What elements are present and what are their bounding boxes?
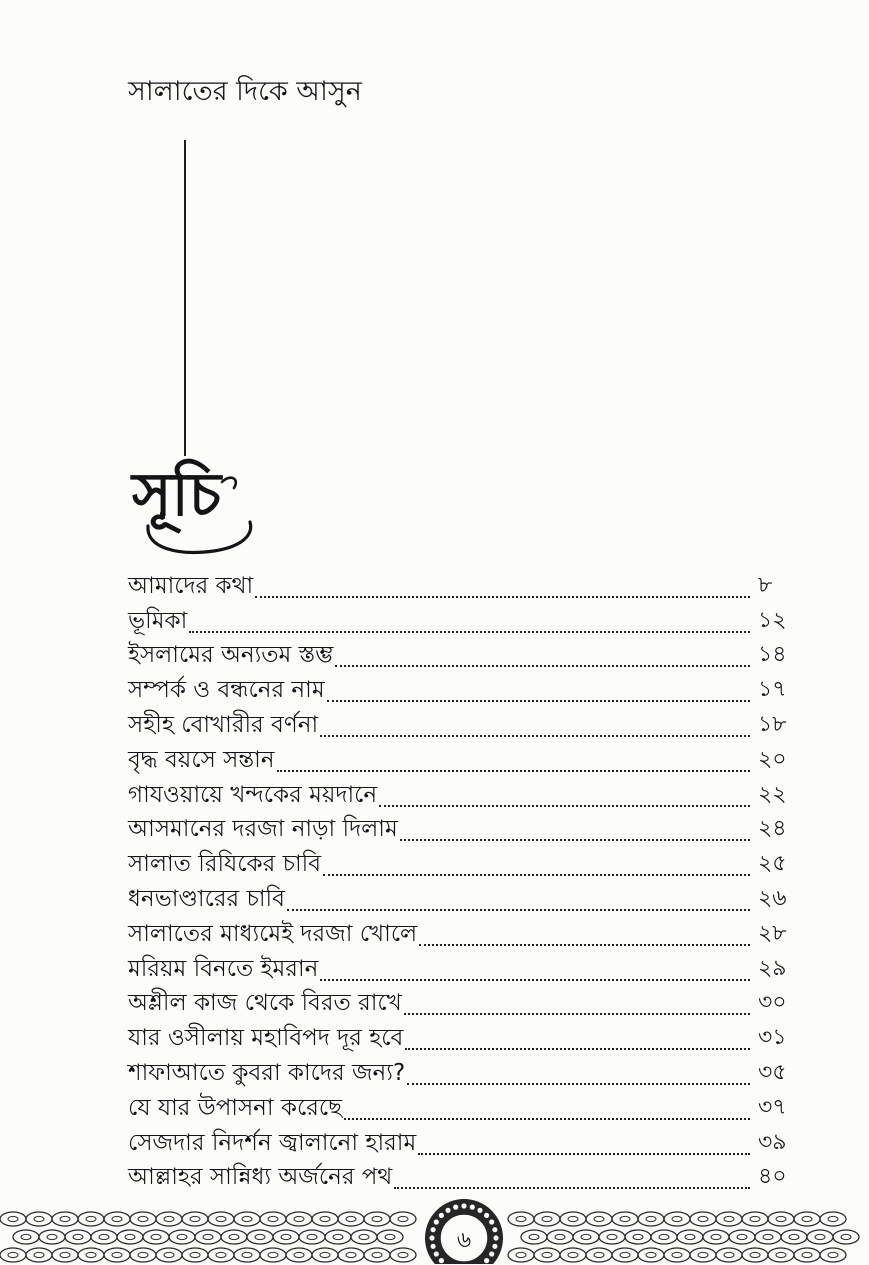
ornament-motif — [508, 1248, 534, 1262]
dotted-leader — [344, 1118, 750, 1120]
ornament-motif — [286, 1248, 312, 1262]
ornament-motif — [307, 1234, 317, 1239]
toc-entry-title: আমাদের কথা — [128, 572, 254, 599]
ornament-motif — [724, 1216, 734, 1221]
ornament-motif — [794, 1248, 820, 1262]
ornament-motif — [78, 1212, 104, 1226]
ornament-motif — [638, 1248, 664, 1262]
ornamental-footer — [0, 1198, 869, 1265]
toc-page-number: ২০ — [758, 746, 787, 772]
ornament-motif — [190, 1216, 200, 1221]
toc-entry-title: সম্পর্ক ও বন্ধনের নাম — [128, 677, 325, 704]
ornament-motif — [802, 1252, 812, 1257]
page-number-medallion — [425, 1199, 503, 1264]
ornament-motif — [255, 1234, 265, 1239]
ornament-motif — [346, 1252, 356, 1257]
medallion-dot — [489, 1251, 494, 1256]
ornament-motif — [312, 1248, 338, 1262]
ornament-motif — [320, 1252, 330, 1257]
toc-entry-title: বৃদ্ধ বয়সে সন্তান — [128, 746, 275, 773]
ornament-motif — [638, 1212, 664, 1226]
toc-page-number: ৩১ — [758, 1025, 787, 1051]
ornament-motif — [586, 1212, 612, 1226]
ornament-motif — [776, 1252, 786, 1257]
ornament-motif — [234, 1212, 260, 1226]
ornament-motif — [690, 1212, 716, 1226]
ornament-motif — [52, 1248, 78, 1262]
ornament-motif — [716, 1212, 742, 1226]
ornament-motif — [112, 1252, 122, 1257]
ornament-motif — [104, 1212, 130, 1226]
ornament-motif — [320, 1216, 330, 1221]
ornament-motif — [0, 1248, 26, 1262]
toc-page-number: ৪০ — [758, 1164, 787, 1190]
toc-title: সূচি — [132, 460, 222, 530]
medallion-dot — [434, 1251, 439, 1256]
ornament-motif — [620, 1252, 630, 1257]
ornament-motif — [216, 1216, 226, 1221]
ornament-motif — [164, 1216, 174, 1221]
ornament-motif — [664, 1212, 690, 1226]
ornament-motif — [560, 1248, 586, 1262]
ornament-motif — [221, 1230, 247, 1244]
toc-entry — [128, 1053, 808, 1088]
ornament-motif — [534, 1212, 560, 1226]
toc-page-number: ৩০ — [758, 990, 787, 1016]
ornament-motif — [594, 1216, 604, 1221]
ornament-motif — [841, 1234, 851, 1239]
toc-entry — [128, 566, 808, 601]
dotted-leader — [407, 1083, 750, 1085]
dotted-leader — [327, 700, 750, 702]
ornament-motif — [52, 1212, 78, 1226]
ornament-motif — [60, 1252, 70, 1257]
ornament-motif — [516, 1252, 526, 1257]
ornament-motif — [828, 1216, 838, 1221]
toc-entry — [128, 984, 808, 1019]
ornament-motif — [828, 1252, 838, 1257]
ornament-motif — [351, 1230, 377, 1244]
toc-entry-title: ভূমিকা — [128, 607, 188, 634]
ornament-motif — [268, 1252, 278, 1257]
medallion-dot — [492, 1227, 497, 1232]
ornament-motif — [34, 1216, 44, 1221]
ornament-motif — [542, 1216, 552, 1221]
ornament-motif — [312, 1212, 338, 1226]
medallion-dot — [489, 1219, 494, 1224]
ornament-motif — [625, 1230, 651, 1244]
ornament-motif — [151, 1234, 161, 1239]
ornament-motif — [398, 1216, 408, 1221]
ornament-motif — [208, 1248, 234, 1262]
ornament-motif — [182, 1212, 208, 1226]
ornament-motif — [672, 1252, 682, 1257]
ornament-motif — [372, 1252, 382, 1257]
ornament-motif — [599, 1230, 625, 1244]
ornament-motif — [26, 1248, 52, 1262]
toc-page-number: ২৪ — [758, 816, 787, 842]
ornament-motif — [177, 1234, 187, 1239]
ornament-motif — [364, 1212, 390, 1226]
toc-entry-title: সালাত রিযিকের চাবি — [128, 851, 322, 878]
dotted-leader — [335, 665, 750, 667]
ornament-motif — [26, 1212, 52, 1226]
toc-entry — [128, 810, 808, 845]
ornament-motif — [346, 1216, 356, 1221]
dotted-leader — [320, 735, 750, 737]
ornament-motif — [338, 1248, 364, 1262]
dotted-leader — [189, 631, 750, 633]
ornament-motif — [8, 1216, 18, 1221]
toc-entry — [128, 705, 808, 740]
ornament-motif — [698, 1252, 708, 1257]
ornament-motif — [91, 1230, 117, 1244]
ornament-motif — [203, 1234, 213, 1239]
ornament-motif — [286, 1212, 312, 1226]
ornament-motif — [390, 1248, 416, 1262]
ornament-motif — [73, 1234, 83, 1239]
dotted-leader — [394, 1187, 750, 1189]
toc-entry-title: সহীহ বোখারীর বর্ণনা — [128, 711, 319, 738]
ornament-motif — [333, 1234, 343, 1239]
toc-page-number: ২৮ — [758, 920, 787, 946]
dotted-leader — [323, 874, 750, 876]
ornament-motif — [646, 1216, 656, 1221]
ornament-motif — [521, 1230, 547, 1244]
toc-entry-title: সেজদার নিদর্শন জ্বালানো হারাম — [128, 1129, 417, 1156]
decorative-vertical-line — [184, 140, 186, 456]
ornament-motif — [130, 1248, 156, 1262]
ornament-motif — [833, 1230, 859, 1244]
ornament-motif — [182, 1248, 208, 1262]
ornament-motif — [763, 1234, 773, 1239]
toc-page-number: ১৮ — [758, 711, 787, 737]
toc-entry — [128, 601, 808, 636]
toc-entry-title: অশ্লীল কাজ থেকে বিরত রাখে — [128, 990, 402, 1017]
medallion-dot — [445, 1208, 450, 1213]
ornament-motif — [125, 1234, 135, 1239]
dotted-leader — [418, 1153, 750, 1155]
ornament-motif — [555, 1234, 565, 1239]
ornament-motif — [581, 1234, 591, 1239]
ornament-motif — [130, 1212, 156, 1226]
ornament-motif — [34, 1252, 44, 1257]
ornament-motif — [547, 1230, 573, 1244]
ornament-motif — [542, 1252, 552, 1257]
toc-entry — [128, 914, 808, 949]
dotted-leader — [400, 839, 750, 841]
medallion-dot — [493, 1235, 498, 1240]
medallion-dot — [470, 1205, 475, 1210]
toc-entry — [128, 1158, 808, 1193]
ornament-motif — [112, 1216, 122, 1221]
medallion-dot — [429, 1235, 434, 1240]
ornament-motif — [338, 1212, 364, 1226]
ornament-motif — [672, 1216, 682, 1221]
ornament-motif — [47, 1234, 57, 1239]
ornament-motif — [742, 1248, 768, 1262]
ornament-motif — [612, 1248, 638, 1262]
ornament-motif — [685, 1234, 695, 1239]
ornament-motif — [208, 1212, 234, 1226]
ornament-motif — [633, 1234, 643, 1239]
ornament-motif — [594, 1252, 604, 1257]
toc-entry — [128, 670, 808, 705]
ornament-motif — [802, 1216, 812, 1221]
ornament-motif — [216, 1252, 226, 1257]
ornament-motif — [86, 1216, 96, 1221]
ornament-motif — [169, 1230, 195, 1244]
ornament-motif — [60, 1216, 70, 1221]
toc-page-number: ২৬ — [758, 885, 787, 911]
ornament-motif — [190, 1252, 200, 1257]
medallion-dot — [492, 1244, 497, 1249]
medallion-dot — [477, 1208, 482, 1213]
ornament-motif — [729, 1230, 755, 1244]
ornament-motif — [398, 1252, 408, 1257]
toc-entry-title: যার ওসীলায় মহাবিপদ দূর হবে — [128, 1025, 404, 1052]
ornament-motif — [612, 1212, 638, 1226]
toc-page-number: ২৫ — [758, 851, 787, 877]
medallion-dot — [453, 1205, 458, 1210]
dotted-leader — [404, 1013, 750, 1015]
ornament-motif — [138, 1216, 148, 1221]
medallion-dot — [439, 1258, 444, 1263]
ornament-motif — [385, 1234, 395, 1239]
toc-entry — [128, 1123, 808, 1158]
dotted-leader — [379, 805, 750, 807]
ornament-motif — [281, 1234, 291, 1239]
ornament-motif — [737, 1234, 747, 1239]
ornament-motif — [534, 1248, 560, 1262]
ornament-motif — [755, 1230, 781, 1244]
medallion-dot — [461, 1203, 466, 1208]
ornament-motif — [104, 1248, 130, 1262]
ornament-motif — [568, 1252, 578, 1257]
ornament-motif — [164, 1252, 174, 1257]
ornament-motif — [698, 1216, 708, 1221]
ornament-motif — [195, 1230, 221, 1244]
toc-page-number: ২৯ — [758, 955, 787, 981]
ornament-motif — [768, 1248, 794, 1262]
toc-entry-title: সালাতের মাধ্যমেই দরজা খোলে — [128, 920, 418, 947]
ornament-motif — [568, 1216, 578, 1221]
ornament-motif — [156, 1212, 182, 1226]
table-of-contents — [128, 566, 808, 1192]
page-number: ৬ — [456, 1228, 472, 1253]
ornament-motif — [99, 1234, 109, 1239]
ornament-motif — [65, 1230, 91, 1244]
ornament-motif — [794, 1212, 820, 1226]
dotted-leader — [419, 944, 750, 946]
ornament-motif — [586, 1248, 612, 1262]
ornament-motif — [529, 1234, 539, 1239]
toc-entry — [128, 1088, 808, 1123]
medallion-dot — [484, 1258, 489, 1263]
running-header: সালাতের দিকে আসুন — [128, 76, 362, 107]
toc-entry-title: গাযওয়ায়ে খন্দকের ময়দানে — [128, 781, 378, 808]
ornament-motif — [607, 1234, 617, 1239]
ornament-motif — [21, 1234, 31, 1239]
toc-page-number: ১৪ — [758, 642, 787, 668]
ornament-motif — [807, 1230, 833, 1244]
ornament-motif — [677, 1230, 703, 1244]
ornament-motif — [156, 1248, 182, 1262]
ornament-motif — [372, 1216, 382, 1221]
medallion-dot — [434, 1219, 439, 1224]
ornament-motif — [234, 1248, 260, 1262]
toc-page-number: ৩৫ — [758, 1059, 787, 1085]
medallion-dot — [431, 1244, 436, 1249]
toc-page-number: ৩৯ — [758, 1129, 787, 1155]
ornament-motif — [820, 1212, 846, 1226]
ornament-motif — [260, 1212, 286, 1226]
ornament-motif — [620, 1216, 630, 1221]
ornament-motif — [742, 1212, 768, 1226]
ornament-motif — [651, 1230, 677, 1244]
toc-page-number: ৩৭ — [758, 1094, 787, 1120]
toc-page-number: ১৭ — [758, 677, 787, 703]
ornament-motif — [750, 1216, 760, 1221]
ornament-motif — [8, 1252, 18, 1257]
ornament-motif — [768, 1212, 794, 1226]
ornament-motif — [364, 1248, 390, 1262]
medallion-dot — [431, 1227, 436, 1232]
dotted-leader — [405, 1048, 750, 1050]
ornament-motif — [294, 1252, 304, 1257]
ornament-motif — [13, 1230, 39, 1244]
toc-entry-title: যে যার উপাসনা করেছে — [128, 1094, 343, 1121]
ornament-motif — [143, 1230, 169, 1244]
dotted-leader — [320, 979, 750, 981]
ornament-motif — [86, 1252, 96, 1257]
ornament-motif — [664, 1248, 690, 1262]
ornament-motif — [359, 1234, 369, 1239]
ornament-motif — [117, 1230, 143, 1244]
ornament-motif — [781, 1230, 807, 1244]
toc-title-block — [126, 452, 266, 562]
toc-entry-title: ধনভাণ্ডারের চাবি — [128, 885, 285, 912]
toc-page-number: ১২ — [758, 607, 787, 633]
ornament-motif — [659, 1234, 669, 1239]
ornament-motif — [516, 1216, 526, 1221]
ornament-motif — [508, 1212, 534, 1226]
toc-page-number: ২২ — [758, 781, 787, 807]
ornament-motif — [716, 1248, 742, 1262]
toc-entry-title: শাফাআতে কুবরা কাদের জন্য? — [128, 1059, 406, 1086]
toc-entry — [128, 775, 808, 810]
ornament-motif — [711, 1234, 721, 1239]
toc-entry — [128, 740, 808, 775]
ornament-motif — [815, 1234, 825, 1239]
ornament-motif — [703, 1230, 729, 1244]
ornament-motif — [78, 1248, 104, 1262]
ornament-motif — [377, 1230, 403, 1244]
dotted-leader — [277, 770, 750, 772]
ornament-motif — [247, 1230, 273, 1244]
toc-entry — [128, 949, 808, 984]
ornament-motif — [268, 1216, 278, 1221]
ornament-motif — [299, 1230, 325, 1244]
toc-entry — [128, 636, 808, 671]
ornament-motif — [750, 1252, 760, 1257]
ornament-motif — [776, 1216, 786, 1221]
ornament-motif — [789, 1234, 799, 1239]
toc-entry — [128, 1018, 808, 1053]
ornament-band-right — [508, 1212, 859, 1262]
ornament-motif — [390, 1212, 416, 1226]
medallion-dot — [484, 1213, 489, 1218]
toc-entry-title: ইসলামের অন্যতম স্তম্ভ — [128, 642, 334, 669]
medallion-dot — [439, 1213, 444, 1218]
ornament-motif — [294, 1216, 304, 1221]
ornament-band-left — [0, 1212, 416, 1262]
ornament-motif — [273, 1230, 299, 1244]
toc-entry-title: আল্লাহর সান্নিধ্য অর্জনের পথ — [128, 1164, 393, 1191]
ornament-motif — [325, 1230, 351, 1244]
dotted-leader — [287, 909, 750, 911]
ornament-motif — [242, 1252, 252, 1257]
ornament-motif — [560, 1212, 586, 1226]
ornament-motif — [260, 1248, 286, 1262]
ornament-motif — [820, 1248, 846, 1262]
toc-entry — [128, 879, 808, 914]
ornament-motif — [39, 1230, 65, 1244]
toc-entry — [128, 844, 808, 879]
ornament-motif — [646, 1252, 656, 1257]
ornament-motif — [690, 1248, 716, 1262]
ornament-motif — [573, 1230, 599, 1244]
ornament-motif — [242, 1216, 252, 1221]
ornament-motif — [229, 1234, 239, 1239]
toc-page-number: ৮ — [758, 572, 773, 598]
dotted-leader — [255, 596, 750, 598]
ornament-motif — [724, 1252, 734, 1257]
toc-entry-title: মরিয়ম বিনতে ইমরান — [128, 955, 319, 982]
ornament-motif — [0, 1212, 26, 1226]
ornament-motif — [138, 1252, 148, 1257]
toc-entry-title: আসমানের দরজা নাড়া দিলাম — [128, 816, 398, 843]
